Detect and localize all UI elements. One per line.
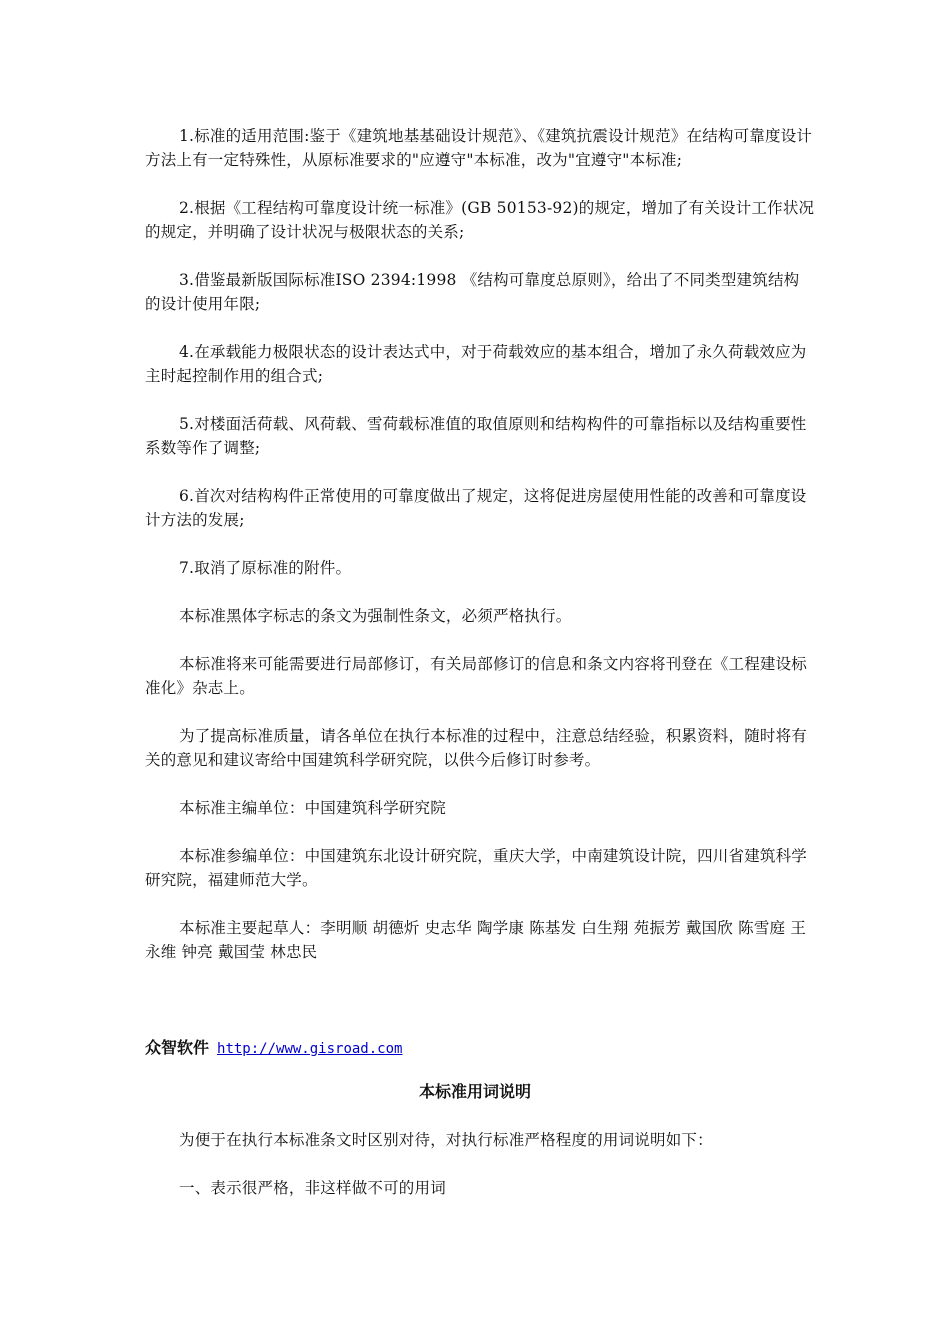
paragraph-feedback: 为了提高标准质量，请各单位在执行本标准的过程中，注意总结经验，积累资料，随时将有关的意见和建议寄给中国建筑科学研究院，以供今后修订时参考。 [145, 727, 808, 769]
footer-line [145, 1036, 402, 1061]
paragraph-appendix-removed: 7.取消了原标准的附件。 [179, 559, 352, 577]
paragraph-chief-editor: 本标准主编单位：中国建筑科学研究院 [179, 799, 446, 817]
section-intro: 为便于在执行本标准条文时区别对待，对执行标准严格程度的用词说明如下： [179, 1131, 713, 1149]
paragraph-revisions: 本标准将来可能需要进行局部修订，有关局部修订的信息和条文内容将刊登在《工程建设标准化》杂志上。 [145, 655, 808, 697]
paragraph-load-values: 5.对楼面活荷载、风荷载、雪荷载标准值的取值原则和结构构件的可靠指标以及结构重要性系数等作了调整; [145, 415, 807, 457]
paragraph-mandatory-clauses: 本标准黑体字标志的条文为强制性条文，必须严格执行。 [179, 607, 572, 625]
website-link[interactable]: http://www.gisroad.com [217, 1041, 403, 1057]
paragraph-scope: 1.标准的适用范围:鉴于《建筑地基基础设计规范》、《建筑抗震设计规范》在结构可靠度设计方法上有一定特殊性，从原标准要求的"应遵守"本标准，改为"宜遵守"本标准; [145, 127, 813, 169]
brand-name: 众智软件 [145, 1038, 210, 1057]
paragraph-service-life: 3.借鉴最新版国际标准ISO 2394:1998 《结构可靠度总原则》，给出了不同类型建筑结构的设计使用年限; [145, 271, 800, 313]
paragraph-serviceability: 6.首次对结构构件正常使用的可靠度做出了规定，这将促进房屋使用性能的改善和可靠度设计方法的发展; [145, 487, 807, 529]
paragraph-drafters: 本标准主要起草人：李明顺 胡德炘 史志华 陶学康 陈基发 白生翔 苑振芳 戴国欣 陈雪庭 王永维 钟亮 戴国莹 林忠民 [145, 919, 807, 961]
section-heading: 本标准用词说明 [418, 1082, 531, 1101]
paragraph-participating-units: 本标准参编单位：中国建筑东北设计研究院，重庆大学，中南建筑设计院，四川省建筑科学研究院，福建师范大学。 [145, 847, 808, 889]
section-item-1: 一、表示很严格，非这样做不可的用词 [179, 1179, 446, 1197]
paragraph-load-combination: 4.在承载能力极限状态的设计表达式中，对于荷载效应的基本组合，增加了永久荷载效应为主时起控制作用的组合式; [145, 343, 807, 385]
paragraph-design-situations: 2.根据《工程结构可靠度设计统一标准》(GB 50153-92)的规定，增加了有关设计工作状况的规定，并明确了设计状况与极限状态的关系; [145, 199, 815, 241]
